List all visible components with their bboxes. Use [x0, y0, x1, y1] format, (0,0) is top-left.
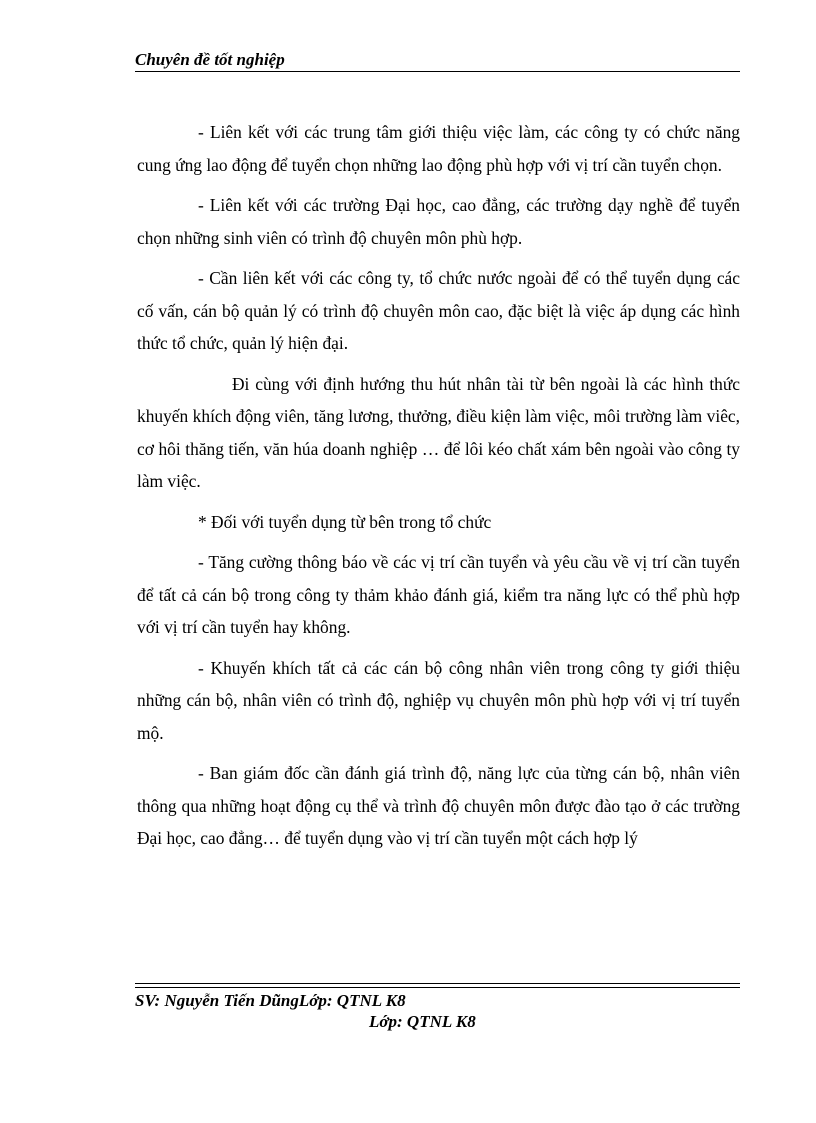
paragraph-link-foreign-companies: - Cần liên kết với các công ty, tổ chức nước ngoài để có thể tuyển dụng các cố vấn, cán bộ quản lý có trình độ chuyên môn cao, đặc biệt là việc áp dụng các hình thức tổ chức, quản lý hiện đại.	[137, 268, 740, 353]
footer-divider	[135, 983, 740, 988]
paragraph-internal-recruitment-heading: * Đối với tuyển dụng từ bên trong tổ chức	[198, 511, 492, 532]
paragraph-incentives: Đi cùng với định hướng thu hút nhân tài từ bên ngoài là các hình thức khuyến khích động viên, tăng lương, thưởng, điều kiện làm việc, môi trường làm viêc, cơ hôi thăng tiến, văn húa doanh nghiệp … để lôi kéo chất xám bên ngoài vào công ty làm việc.	[137, 373, 740, 491]
paragraph-encourage-referrals: - Khuyến khích tất cả các cán bộ công nhân viên trong công ty giới thiệu những cán bộ, nhân viên có trình độ, nghiệp vụ chuyên môn phù hợp với vị trí tuyển mộ.	[137, 657, 740, 743]
document-body	[137, 116, 740, 863]
paragraph-link-universities: - Liên kết với các trường Đại học, cao đẳng, các trường dạy nghề để tuyển chọn những sinh viên có trình độ chuyên môn phù hợp.	[137, 195, 740, 248]
page-header-title: Chuyên đề tốt nghiệp	[135, 50, 740, 72]
paragraph-board-evaluation: - Ban giám đốc cần đánh giá trình độ, năng lực của từng cán bộ, nhân viên thông qua những hoạt động cụ thể và trình độ chuyên môn được đào tạo ở các trường Đại học, cao đẳng… để tuyển dụng vào vị trí cần tuyển một cách hợp lý	[137, 763, 740, 848]
page-footer	[135, 990, 740, 1032]
footer-class-line: Lớp: QTNL K8	[369, 1012, 476, 1031]
paragraph-link-job-centers: - Liên kết với các trung tâm giới thiệu việc làm, các công ty có chức năng cung ứng lao động để tuyển chọn những lao động phù hợp với vị trí cần tuyển chọn.	[137, 122, 740, 175]
paragraph-announce-positions: - Tăng cường thông báo về các vị trí cần tuyển và yêu cầu về vị trí cần tuyển để tất cả cán bộ trong công ty thảm khảo đánh giá, kiểm tra năng lực có thể phù hợp với vị trí cần tuyển hay không.	[137, 552, 740, 637]
footer-student-line: SV: Nguyễn Tiến DũngLớp: QTNL K8	[135, 991, 406, 1010]
